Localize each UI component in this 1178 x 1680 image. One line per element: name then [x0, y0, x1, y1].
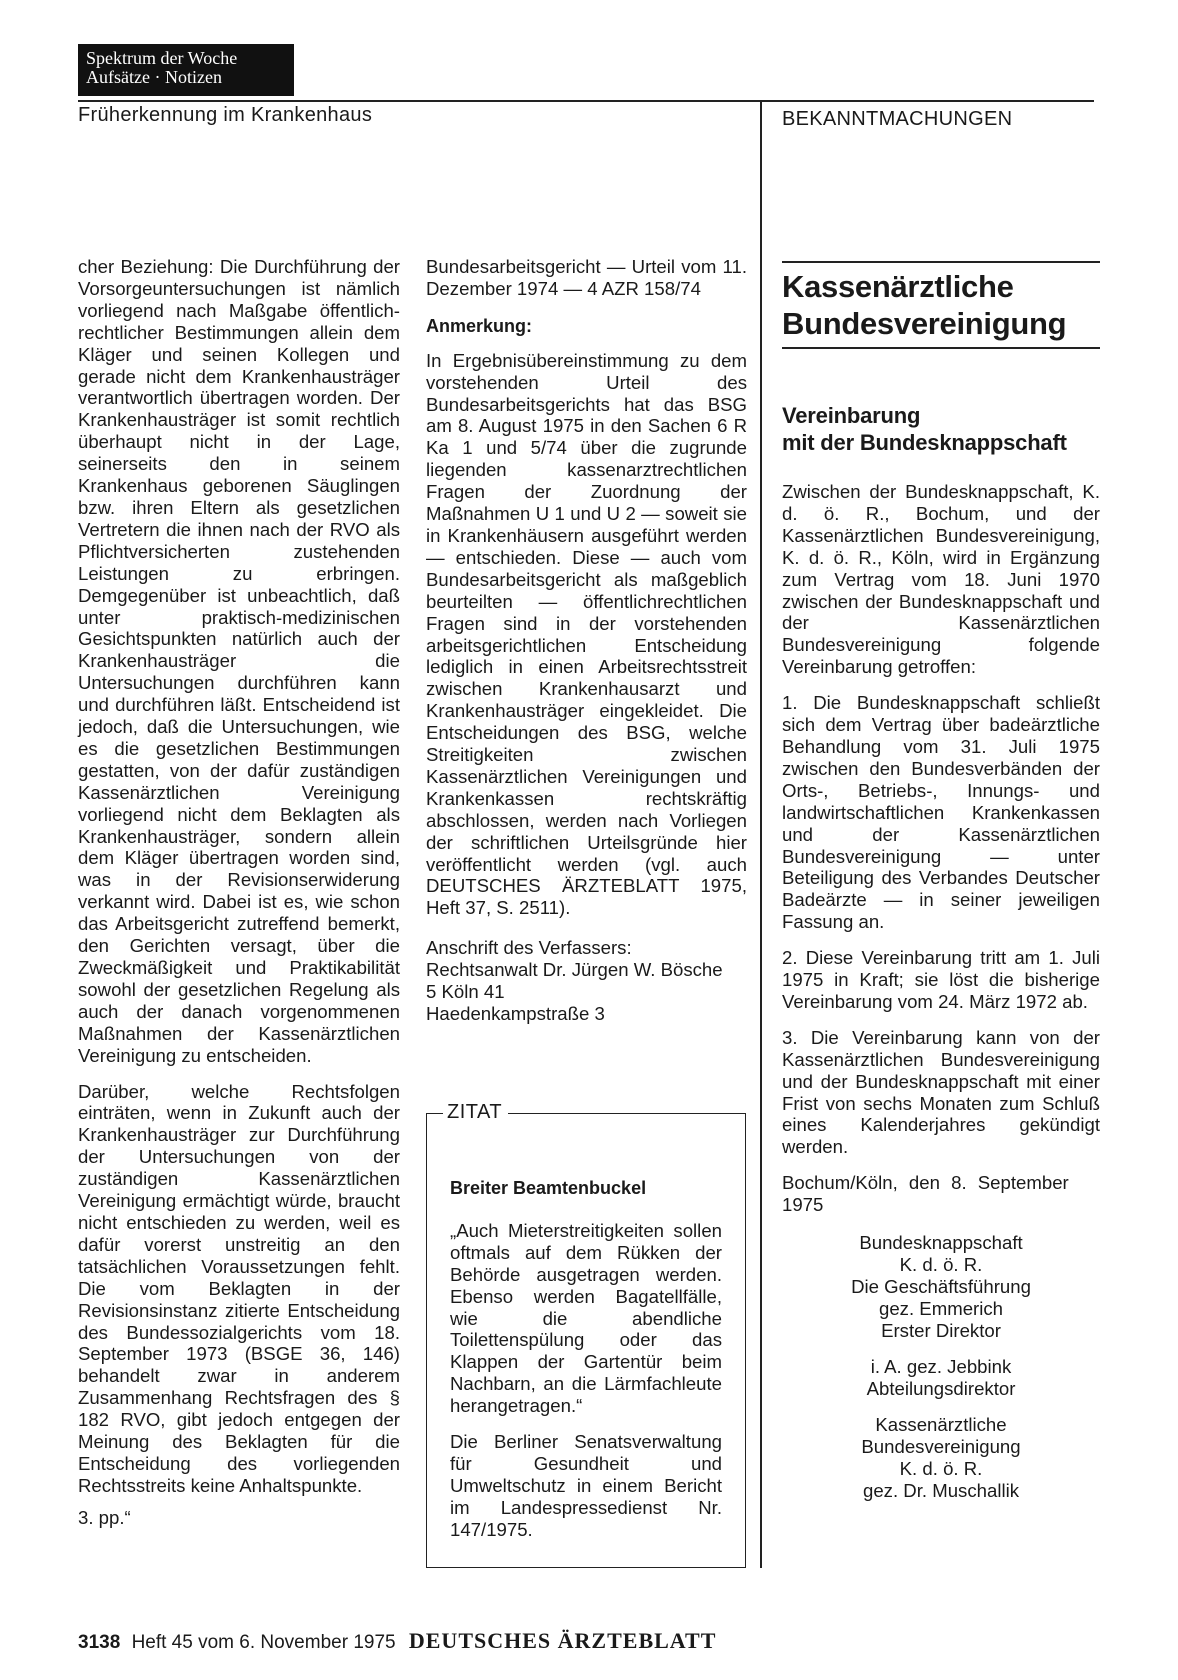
- note-heading: Anmerkung:: [426, 315, 533, 336]
- agreement-item-2: 2. Diese Vereinbarung tritt am 1. Juli 1975 in Kraft; sie löst die bisherige Vereinbarung vom 24. März 1972 ab.: [782, 947, 1100, 1012]
- column-3: [782, 481, 1100, 1516]
- sig3-line: gez. Dr. Muschallik: [862, 1480, 1020, 1502]
- signatures: [782, 1232, 1100, 1502]
- org-heading-line-2: Bundesvereinigung: [782, 306, 1067, 341]
- signature-block-1: [782, 1232, 1100, 1342]
- quote-source: Die Berliner Senatsverwaltung für Gesundheit und Umweltschutz in einem Bericht im Landespressedienst Nr. 147/1975.: [450, 1431, 722, 1540]
- signature-block-3: [782, 1414, 1100, 1502]
- page-footer: [78, 1628, 716, 1654]
- sig1-line: K. d. ö. R.: [899, 1254, 983, 1276]
- sig1-line: Die Geschäftsführung: [851, 1276, 1031, 1298]
- col1-paragraph-1: cher Beziehung: Die Durchführung der Vorsorgeuntersuchungen ist nämlich vorliegend nach Maßgabe öffentlich-rechtlicher Bestimmungen allein dem Kläger und seinen Kollegen und gerade nicht dem Krankenhausträger verantwortlich übertragen worden. Der Krankenhausträger ist somit rechtlich überhaupt nicht in der Lage, seinerseits den in seinem Krankenhaus geborenen Säuglingen bzw. ihren Eltern als gesetzlichen Vertretern die ihnen nach der RVO als Pflichtversicherten zustehenden Leistungen zu erbringen. Demgegenüber ist unbeachtlich, daß unter praktisch-medizinischen Gesichtspunkten natürlich auch der Krankenhausträger die Untersuchungen durchführen kann und durchführen läßt. Entscheidend ist jedoch, daß die Untersuchungen, wie es die gesetzlichen Bestimmungen gestatten, von der dafür zuständigen Kassenärztlichen Vereinigung vorliegend nicht dem Beklagten als Krankenhausträger, sondern allein dem Kläger übertragen worden sind, was in der Revisionserwiderung verkannt wird. Dabei ist es, wie schon das Arbeitsgericht zutreffend bemerkt, den Gerichten versagt, über die Zweckmäßigkeit und Praktikabilität sowohl der gesetzlichen Regelung als auch der danach vorgenommenen Maßnahmen der Kassenärztlichen Vereinigung zu entscheiden.: [78, 256, 400, 1066]
- sig2-line: Abteilungsdirektor: [866, 1378, 1016, 1400]
- badge-line-2: Aufsätze · Notizen: [86, 67, 222, 87]
- address-street: Haedenkampstraße 3: [426, 1003, 605, 1024]
- agreement-item-1: 1. Die Bundesknappschaft schließt sich dem Vertrag über badeärztliche Behandlung vom 31. Juli 1975 zwischen den Bundesverbänden der Orts-, Betriebs-, Innungs- und landwirtschaftlichen Krankenkassen und der Kassenärztlichen Bundesvereinigung — unter Beteiligung des Verbandes Deutscher Badeärzte — in seiner jeweiligen Fassung an.: [782, 692, 1100, 933]
- col1-paragraph-3: 3. pp.“: [78, 1506, 131, 1528]
- sig1-line: Bundesknappschaft: [859, 1232, 1023, 1254]
- quote-title: Breiter Beamtenbuckel: [450, 1178, 647, 1198]
- sig1-line: Erster Direktor: [881, 1320, 1001, 1342]
- address-name: Rechtsanwalt Dr. Jürgen W. Bösche: [426, 959, 723, 981]
- column-divider: [760, 100, 762, 1568]
- agreement-heading: [782, 402, 1067, 456]
- org-rule-bottom: [782, 347, 1100, 349]
- agreement-heading-line-1: Vereinbarung: [782, 403, 921, 428]
- column-1: [78, 256, 400, 1543]
- page-number: 3138: [78, 1632, 121, 1653]
- column-2: [426, 256, 747, 1025]
- quote-text: „Auch Mieterstreitigkeiten sollen oftmals auf dem Rükken der Behörde ausgetragen werden. Ebenso werden Bagatellfälle, wie die abendliche Toilettenspülung oder das Klappen der Gartentür beim Nachbarn, an die Lärmfachleute herangetragen.“: [450, 1219, 722, 1417]
- org-heading-line-1: Kassenärztliche: [782, 269, 1014, 304]
- issue-info: Heft 45 vom 6. November 1975: [131, 1632, 396, 1653]
- header-rule: [78, 100, 1094, 102]
- sig1-line: gez. Emmerich: [879, 1298, 1003, 1320]
- badge-line-1: Spektrum der Woche: [86, 48, 238, 68]
- quote-label: ZITAT: [443, 1101, 508, 1124]
- sig3-line: Kassenärztliche: [875, 1414, 1007, 1436]
- left-section-title: Früherkennung im Krankenhaus: [78, 104, 373, 126]
- sig2-line: i. A. gez. Jebbink: [870, 1356, 1012, 1378]
- quote-content: [450, 1178, 722, 1555]
- agreement-item-3: 3. Die Vereinbarung kann von der Kassenärztlichen Bundesvereinigung und der Bundesknappschaft mit einer Frist von sechs Monaten zum Schluß eines Kalenderjahres gekündigt werden.: [782, 1026, 1100, 1158]
- sig3-line: Bundesvereinigung: [861, 1436, 1021, 1458]
- signature-block-2: [782, 1356, 1100, 1400]
- agreement-intro: Zwischen der Bundesknappschaft, K. d. ö. R., Bochum, und der Kassenärztlichen Bundesvereinigung, K. d. ö. R., Köln, wird in Ergänzung zum Vertrag vom 18. Juni 1970 zwischen der Bundesknappschaft und der Kassenärztlichen Bundesvereinigung folgende Vereinbarung getroffen:: [782, 481, 1100, 678]
- org-rule-top: [782, 261, 1100, 263]
- section-badge: [78, 44, 294, 96]
- court-reference: Bundesarbeitsgericht — Urteil vom 11. Dezember 1974 — 4 AZR 158/74: [426, 256, 747, 299]
- address-label: Anschrift des Verfassers:: [426, 937, 632, 959]
- address-city: 5 Köln 41: [426, 981, 505, 1003]
- sig3-line: K. d. ö. R.: [899, 1458, 983, 1480]
- agreement-date: Bochum/Köln, den 8. September 1975: [782, 1172, 1069, 1216]
- agreement-heading-line-2: mit der Bundesknappschaft: [782, 430, 1067, 455]
- note-text: In Ergebnisübereinstimmung zu dem vorstehenden Urteil des Bundesarbeitsgerichts hat das BSG am 8. August 1975 in den Sachen 6 R Ka 1 und 5/74 über die zugrunde liegenden kassenarztrechtlichen Fragen der Zuordnung der Maßnahmen U 1 und U 2 — soweit sie in Krankenhäusern ausgeführt werden — entschieden. Diese — auch vom Bundesarbeitsgericht als maßgeblich beurteilten — öffentlichrechtlichen Fragen sind in der vorstehenden arbeitsgerichtlichen Entscheidung lediglich in einen Arbeitsrechtsstreit zwischen Krankenhausarzt und Krankenhausträger eingekleidet. Die Entscheidungen des BSG, welche Streitigkeiten zwischen Kassenärztlichen Vereinigungen und Krankenkassen rechtskräftig abschlossen, werden nach Vorliegen der schriftlichen Urteilsgründe hier veröffentlicht werden (vgl. auch DEUTSCHES ÄRZTEBLATT 1975, Heft 37, S. 2511).: [426, 349, 747, 919]
- right-section-title: BEKANNTMACHUNGEN: [782, 108, 1013, 130]
- org-heading: [782, 268, 1066, 342]
- journal-masthead: DEUTSCHES ÄRZTEBLATT: [408, 1628, 717, 1653]
- author-address: [426, 937, 747, 1025]
- col1-paragraph-2: Darüber, welche Rechtsfolgen einträten, wenn in Zukunft auch der Krankenhausträger zur Durchführung der Untersuchungen von der zuständigen Kassenärztlichen Vereinigung ermächtigt würde, braucht nicht entschieden zu werden, weil es dafür vorerst unstreitig an den tatsächlichen Voraussetzungen fehlt. Die vom Beklagten in der Revisionsinstanz zitierte Entscheidung des Bundessozialgerichts vom 18. September 1973 (BSGE 36, 146) behandelt zwar in anderem Zusammenhang Rechtsfragen des § 182 RVO, gibt jedoch entgegen der Meinung des Beklagten für die Entscheidung des vorliegenden Rechtsstreits keine Anhaltspunkte.: [78, 1080, 400, 1496]
